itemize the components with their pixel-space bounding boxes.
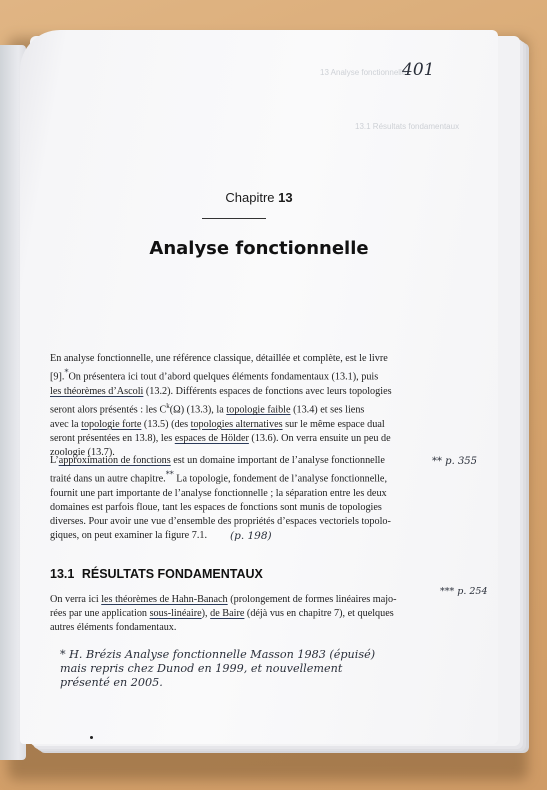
ink-dot <box>90 736 93 739</box>
handwritten-footnote <box>60 648 480 690</box>
footnote-line: * H. Brézis Analyse fonctionnelle Masson 1983 (épuisé) <box>60 648 376 661</box>
underlined-term: approximation de fonctions <box>58 455 171 466</box>
annotation-p254: *** p. 254 <box>440 586 488 597</box>
text-line: On verra ici les théorèmes de Hahn-Banach (prolongement de formes linéaires majo- <box>50 594 397 605</box>
text-line: autres éléments fondamentaux. <box>50 622 177 634</box>
chapter-number: 13 <box>278 190 293 205</box>
text-line: zoologie (13.7). <box>50 447 115 458</box>
text-line: En analyse fonctionnelle, une référence classique, détaillée et complète, est le livre <box>50 353 388 364</box>
intro-paragraph <box>50 352 450 460</box>
text-line: diverses. Pour avoir une vue d’ensemble des propriétés d’espaces vectoriels topolo- <box>50 516 391 528</box>
text-line: L’approximation de fonctions est un domaine important de l’analyse fonctionnelle <box>50 455 385 466</box>
text-line: fournit une part importante de l’analyse fonctionnelle ; la séparation entre les deux <box>50 487 387 499</box>
text-line: domaines est parfois floue, tant les espaces de fonctions sont munis de topologies <box>50 502 382 513</box>
footnote-line: mais repris chez Dunod en 1999, et nouvellement <box>60 662 343 675</box>
underlined-term: de Baire <box>210 608 245 620</box>
text-line: [9].*On présentera ici tout d’abord quelques éléments fondamentaux (13.1), puis <box>50 368 379 383</box>
text-line: traité dans un autre chapitre.** La topologie, fondement de l’analyse fonctionnelle, <box>50 470 388 485</box>
underlined-term: les théorèmes d’Ascoli <box>50 385 144 397</box>
chapter-label <box>20 190 498 205</box>
section-title: RÉSULTATS FONDAMENTAUX <box>81 567 263 581</box>
footnote-marker: ** <box>165 470 174 480</box>
handwritten-page-number: 401 <box>402 60 435 80</box>
superscript: k <box>166 402 170 410</box>
annotation-p355: ** p. 355 <box>432 456 478 467</box>
section-heading <box>50 567 263 581</box>
section-paragraph <box>50 593 450 636</box>
section-number: 13.1 <box>50 567 75 581</box>
chapter-title: Analyse fonctionnelle <box>149 238 369 259</box>
underlined-term: topologies alternatives <box>190 418 283 430</box>
chapter-prefix: Chapitre <box>225 190 275 205</box>
text-line: les théorèmes d’Ascoli (13.2). Différents espaces de fonctions avec leurs topologies <box>50 385 392 397</box>
underlined-term: les théorèmes de Hahn-Banach <box>101 594 228 605</box>
bleed-through-text: 13.1 Résultats fondamentaux <box>355 122 460 131</box>
underlined-term: espaces de Hölder <box>174 432 249 444</box>
text-line: seront alors présentés : les $C^k(\Omega)$ (13.3), la topologie faible (13.4) et ses liens <box>50 402 365 416</box>
underlined-term: topologie faible <box>226 404 291 416</box>
footnote-line: présenté en 2005. <box>60 676 163 689</box>
text-line: seront présentées en 13.8), les espaces de Hölder (13.6). On verra ensuite un peu de <box>50 432 391 444</box>
underlined-term: sous-linéaire <box>149 608 202 620</box>
bleed-through-text: 13 Analyse fonctionnelle <box>320 68 407 77</box>
annotation-p198: (p. 198) <box>230 530 272 542</box>
text-line: avec la topologie forte (13.5) (des topologies alternatives sur le même espace dual <box>50 418 385 430</box>
text-line: giques, on peut examiner la figure 7.1. <box>50 530 208 542</box>
text-line: rées par une application sous-linéaire), de Baire (déjà vus en chapitre 7), et quelques <box>50 608 394 620</box>
chapter-rule <box>202 218 266 219</box>
underlined-term: topologie forte <box>81 418 142 430</box>
book-page <box>20 30 498 744</box>
footnote-marker: * <box>64 368 69 378</box>
